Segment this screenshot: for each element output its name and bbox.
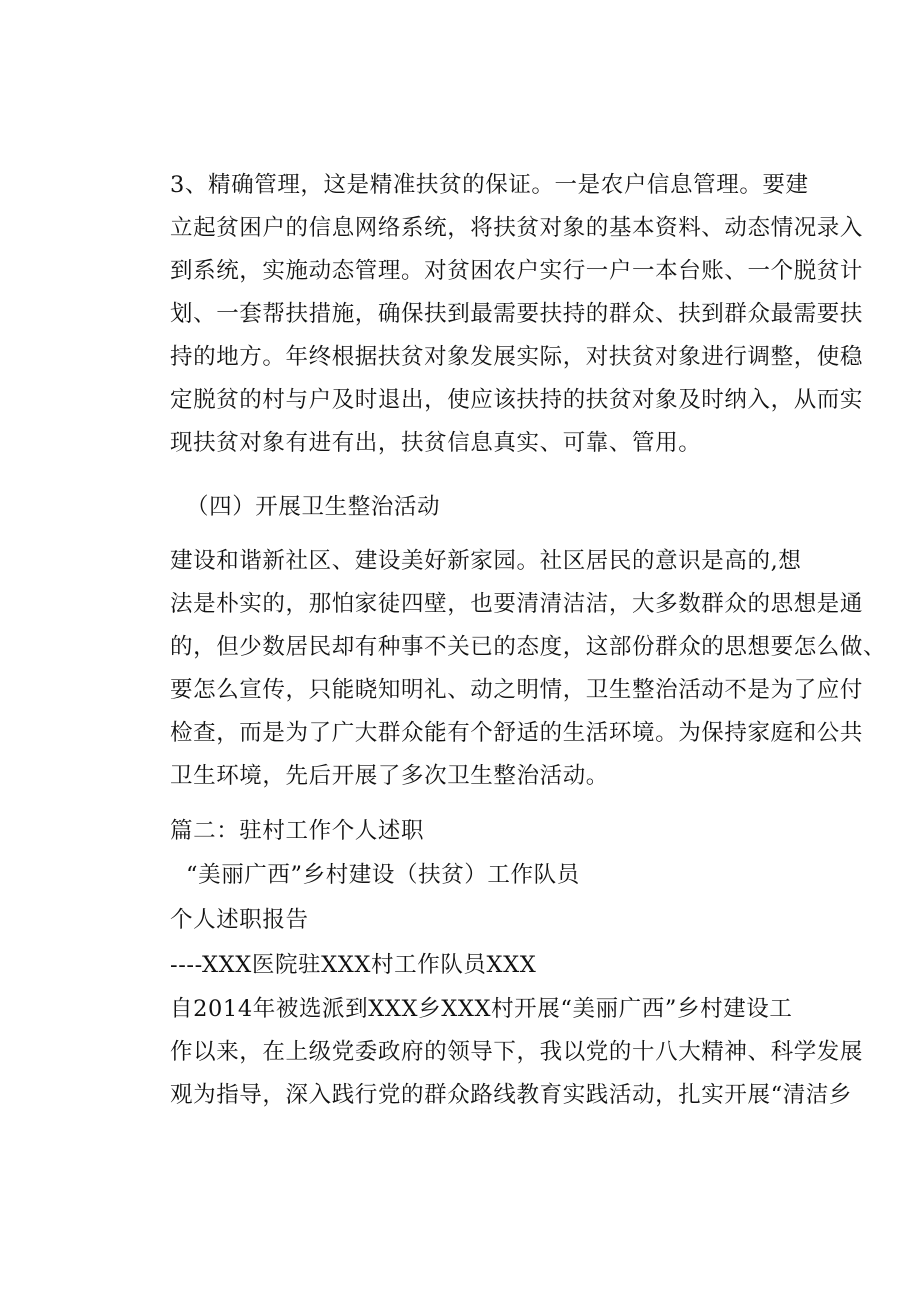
paragraph-line-6: 定脱贫的村与户及时退出，使应该扶持的扶贫对象及时纳入，从而实 — [170, 387, 864, 413]
paragraph-line-5: 持的地方。年终根据扶贫对象发展实际，对扶贫对象进行调整，使稳 — [170, 344, 864, 370]
paragraph-line-14: 自2014年被选派到XXX乡XXX村开展“美丽广西”乡村建设工 — [170, 996, 793, 1022]
report-subtitle: 个人述职报告 — [170, 907, 309, 933]
paragraph-line-9: 法是朴实的，那怕家徒四壁，也要清清洁洁，大多数群众的思想是通 — [170, 591, 864, 617]
report-title: “美丽广西”乡村建设（扶贫）工作队员 — [186, 862, 580, 888]
paragraph-line-1: 3、精确管理，这是精准扶贫的保证。一是农户信息管理。要建 — [170, 172, 809, 198]
paragraph-line-15: 作以来，在上级党委政府的领导下，我以党的十八大精神、科学发展 — [170, 1039, 864, 1065]
paragraph-line-2: 立起贫困户的信息网络系统，将扶贫对象的基本资料、动态情况录入 — [170, 215, 864, 241]
paragraph-line-13: 卫生环境，先后开展了多次卫生整治活动。 — [170, 763, 609, 789]
paragraph-line-12: 检查，而是为了广大群众能有个舒适的生活环境。为保持家庭和公共 — [170, 720, 864, 746]
paragraph-line-10: 的，但少数居民却有种事不关已的态度，这部份群众的思想要怎么做、 — [170, 634, 887, 660]
article-heading: 篇二：驻村工作个人述职 — [170, 818, 425, 844]
paragraph-line-11: 要怎么宣传，只能晓知明礼、动之明情，卫生整治活动不是为了应付 — [170, 677, 864, 703]
paragraph-line-7: 现扶贫对象有进有出，扶贫信息真实、可靠、管用。 — [170, 430, 702, 456]
paragraph-line-4: 划、一套帮扶措施，确保扶到最需要扶持的群众、扶到群众最需要扶 — [170, 301, 864, 327]
report-author-line: ----XXX医院驻XXX村工作队员XXX — [170, 952, 537, 978]
paragraph-line-3: 到系统，实施动态管理。对贫困农户实行一户一本台账、一个脱贫计 — [170, 258, 864, 284]
paragraph-line-16: 观为指导，深入践行党的群众路线教育实践活动，扎实开展“清洁乡 — [170, 1082, 853, 1108]
paragraph-line-8: 建设和谐新社区、建设美好新家园。社区居民的意识是高的,想 — [170, 548, 802, 574]
section-heading: （四）开展卫生整治活动 — [186, 494, 441, 520]
